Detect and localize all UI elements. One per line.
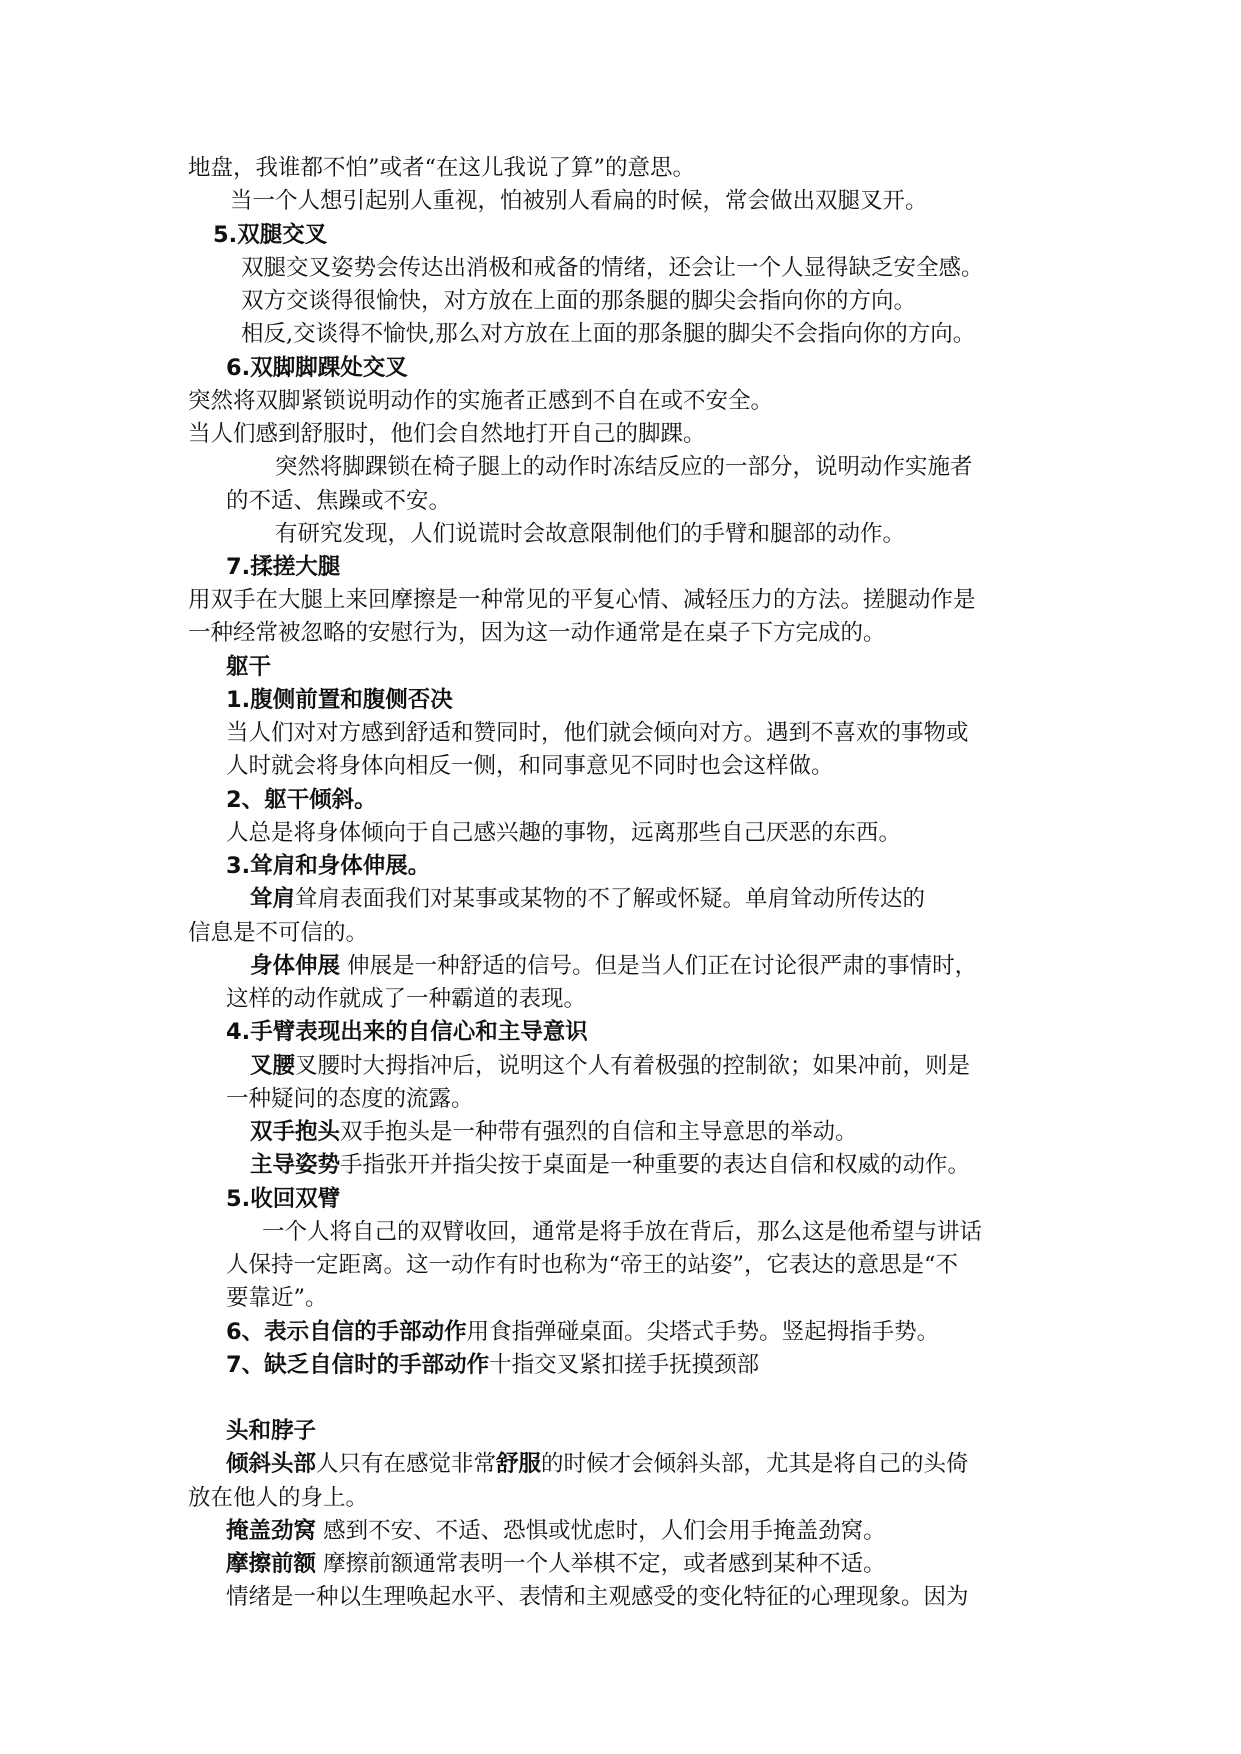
text-line: 地盘，我谁都不怕”或者“在这儿我说了算”的意思。 bbox=[188, 155, 696, 181]
text-line: 主导姿势手指张开并指尖按于桌面是一种重要的表达自信和权威的动作。 bbox=[250, 1152, 971, 1178]
text-line: 这样的动作就成了一种霸道的表现。 bbox=[226, 986, 587, 1012]
bold-term: 7、缺乏自信时的手部动作 bbox=[226, 1352, 490, 1378]
bold-term: 身体伸展 bbox=[250, 953, 341, 979]
text-line: 突然将双脚紧锁说明动作的实施者正感到不自在或不安全。 bbox=[188, 388, 774, 414]
bold-term: 6、表示自信的手部动作 bbox=[226, 1319, 467, 1345]
text-line: 有研究发现，人们说谎时会故意限制他们的手臂和腿部的动作。 bbox=[275, 521, 906, 547]
section-heading: 躯干 bbox=[226, 654, 272, 680]
text-line: 6、表示自信的手部动作用食指弹碰桌面。尖塔式手势。竖起拇指手势。 bbox=[226, 1319, 940, 1345]
section-heading: 2、躯干倾斜。 bbox=[226, 787, 377, 813]
text-line: 当人们感到舒服时，他们会自然地打开自己的脚踝。 bbox=[188, 421, 706, 447]
text-line: 用双手在大腿上来回摩擦是一种常见的平复心情、减轻压力的方法。搓腿动作是 bbox=[188, 587, 976, 613]
text-line: 身体伸展 伸展是一种舒适的信号。但是当人们正在讨论很严肃的事情时， bbox=[250, 953, 978, 979]
text-line: 人总是将身体倾向于自己感兴趣的事物，远离那些自己厌恶的东西。 bbox=[226, 820, 902, 846]
section-heading: 3.耸肩和身体伸展。 bbox=[226, 853, 431, 879]
text-line: 当人们对对方感到舒适和赞同时，他们就会倾向对方。遇到不喜欢的事物或 bbox=[226, 720, 969, 746]
text-line: 7、缺乏自信时的手部动作十指交叉紧扣搓手抚摸颈部 bbox=[226, 1352, 760, 1378]
section-heading: 4.手臂表现出来的自信心和主导意识 bbox=[226, 1019, 588, 1045]
section-heading: 1.腹侧前置和腹侧否决 bbox=[226, 687, 453, 713]
text-line: 的不适、焦躁或不安。 bbox=[226, 488, 452, 514]
section-heading: 头和脖子 bbox=[226, 1418, 317, 1444]
bold-term: 掩盖劲窝 bbox=[226, 1518, 317, 1544]
section-heading: 5.双腿交叉 bbox=[213, 222, 328, 248]
text-line: 一种疑问的态度的流露。 bbox=[226, 1086, 474, 1112]
bold-term: 主导姿势 bbox=[250, 1152, 341, 1178]
text-line: 掩盖劲窝 感到不安、不适、恐惧或忧虑时，人们会用手掩盖劲窝。 bbox=[226, 1518, 886, 1544]
bold-term: 倾斜头部 bbox=[226, 1451, 317, 1477]
text-line: 当一个人想引起别人重视，怕被别人看扁的时候，常会做出双腿叉开。 bbox=[230, 188, 928, 214]
text-line: 双腿交叉姿势会传达出消极和戒备的情绪，还会让一个人显得缺乏安全感。 bbox=[241, 255, 984, 281]
section-heading: 6.双脚脚踝处交叉 bbox=[226, 355, 408, 381]
text-line: 人保持一定距离。这一动作有时也称为“帝王的站姿”，它表达的意思是“不 bbox=[226, 1252, 959, 1278]
bold-term: 舒服 bbox=[496, 1451, 542, 1477]
text-line: 一个人将自己的双臂收回，通常是将手放在背后，那么这是他希望与讲话 bbox=[262, 1219, 983, 1245]
text-line: 耸肩耸肩表面我们对某事或某物的不了解或怀疑。单肩耸动所传达的 bbox=[250, 886, 926, 912]
text-line: 双手抱头双手抱头是一种带有强烈的自信和主导意思的举动。 bbox=[250, 1119, 858, 1145]
bold-term: 双手抱头 bbox=[250, 1119, 341, 1145]
bold-term: 摩擦前额 bbox=[226, 1551, 317, 1577]
text-line: 信息是不可信的。 bbox=[188, 920, 369, 946]
text-line: 情绪是一种以生理唤起水平、表情和主观感受的变化特征的心理现象。因为 bbox=[226, 1584, 969, 1610]
text-line: 要靠近”。 bbox=[226, 1285, 328, 1311]
text-line: 叉腰叉腰时大拇指冲后，说明这个人有着极强的控制欲；如果冲前，则是 bbox=[250, 1053, 971, 1079]
text-line: 人时就会将身体向相反一侧，和同事意见不同时也会这样做。 bbox=[226, 753, 834, 779]
text-line: 一种经常被忽略的安慰行为，因为这一动作通常是在桌子下方完成的。 bbox=[188, 620, 886, 646]
text-line: 突然将脚踝锁在椅子腿上的动作时冻结反应的一部分，说明动作实施者 bbox=[275, 454, 973, 480]
bold-term: 耸肩 bbox=[250, 886, 296, 912]
text-line: 放在他人的身上。 bbox=[188, 1485, 369, 1511]
text-line: 相反,交谈得不愉快,那么对方放在上面的那条腿的脚尖不会指向你的方向。 bbox=[241, 321, 976, 347]
bold-term: 叉腰 bbox=[250, 1053, 296, 1079]
section-heading: 5.收回双臂 bbox=[226, 1186, 341, 1212]
section-heading: 7.揉搓大腿 bbox=[226, 554, 341, 580]
text-line: 倾斜头部人只有在感觉非常舒服的时候才会倾斜头部，尤其是将自己的头倚 bbox=[226, 1451, 969, 1477]
text-line: 摩擦前额 摩擦前额通常表明一个人举棋不定，或者感到某种不适。 bbox=[226, 1551, 886, 1577]
text-line: 双方交谈得很愉快，对方放在上面的那条腿的脚尖会指向你的方向。 bbox=[241, 288, 917, 314]
